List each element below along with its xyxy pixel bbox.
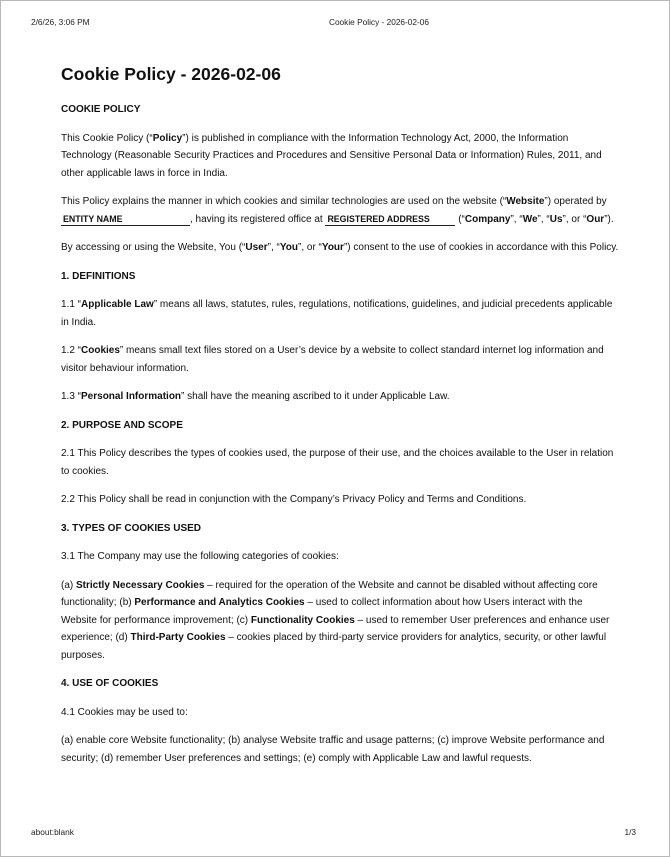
- registered-address-field: REGISTERED ADDRESS: [325, 213, 455, 226]
- clause-2-2: 2.2 This Policy shall be read in conjunction with the Company’s Privacy Policy and Terms and Conditions.: [61, 494, 527, 505]
- clause-2-1: 2.1 This Policy describes the types of cookies used, the purpose of their use, and the choices available to the User in relation to cookies.: [61, 448, 614, 477]
- clause-1-1: 1.1 “Applicable Law” means all laws, statutes, rules, regulations, notifications, guidelines, and judicial precedents applicable in India.: [61, 299, 613, 328]
- clause-3-1: 3.1 The Company may use the following categories of cookies:: [61, 551, 339, 562]
- entity-name-field: ENTITY NAME: [61, 213, 190, 226]
- print-footer-page-number: 1/3: [624, 827, 636, 837]
- policy-heading: COOKIE POLICY: [61, 104, 141, 115]
- section-heading-types: 3. TYPES OF COOKIES USED: [61, 522, 202, 534]
- document-body: [61, 60, 621, 767]
- consent-paragraph: By accessing or using the Website, You (“User”, “You”, or “Your”) consent to the use of cookies in accordance with this Policy.: [61, 242, 619, 253]
- print-header-title: Cookie Policy - 2026-02-06: [328, 17, 430, 27]
- clause-1-3: 1.3 “Personal Information” shall have the meaning ascribed to it under Applicable Law.: [61, 391, 450, 402]
- document-title: Cookie Policy - 2026-02-06: [61, 64, 281, 84]
- cookie-uses-paragraph: (a) enable core Website functionality; (b) analyse Website traffic and usage patterns; (c) improve Website performance and security; (d) remember User preferences and settings; (e) comply with Applicable Law and lawful requests.: [61, 735, 605, 764]
- section-heading-definitions: 1. DEFINITIONS: [61, 270, 136, 282]
- print-header-datetime: 2/6/26, 3:06 PM: [31, 17, 90, 27]
- clause-1-2: 1.2 “Cookies” means small text files stored on a User’s device by a website to collect standard internet log information and visitor behaviour information.: [61, 345, 604, 374]
- section-heading-use: 4. USE OF COOKIES: [61, 678, 159, 689]
- intro-paragraph: This Cookie Policy (“Policy”) is published in compliance with the Information Technology Act, 2000, the Information Technology (Reasonable Security Practices and Procedures and Sensitive Personal Data or Information) Rules, 2011, and other applicable laws in force in India.: [61, 132, 602, 179]
- scope-paragraph: This Policy explains the manner in which cookies and similar technologies are used on the website (“Website”) operated by ENTITY NAME , having its registered office at REGISTERED ADDRESS (“Company”, “We”, “Us”, or “Our”).: [61, 196, 614, 225]
- cookie-categories-paragraph: (a) Strictly Necessary Cookies – required for the operation of the Website and cannot be disabled without affecting core functionality; (b) Performance and Analytics Cookies – used to collect information about how Users interact with the Website for performance improvement; (c) Functionality Cookies – used to remember User preferences and enhance user experience; (d) Third-Party Cookies – cookies placed by third-party service providers for analytics, security, or other lawful purposes.: [61, 579, 610, 661]
- clause-4-1: 4.1 Cookies may be used to:: [61, 706, 188, 718]
- section-heading-purpose: 2. PURPOSE AND SCOPE: [61, 419, 183, 431]
- print-footer-url: about:blank: [31, 827, 74, 837]
